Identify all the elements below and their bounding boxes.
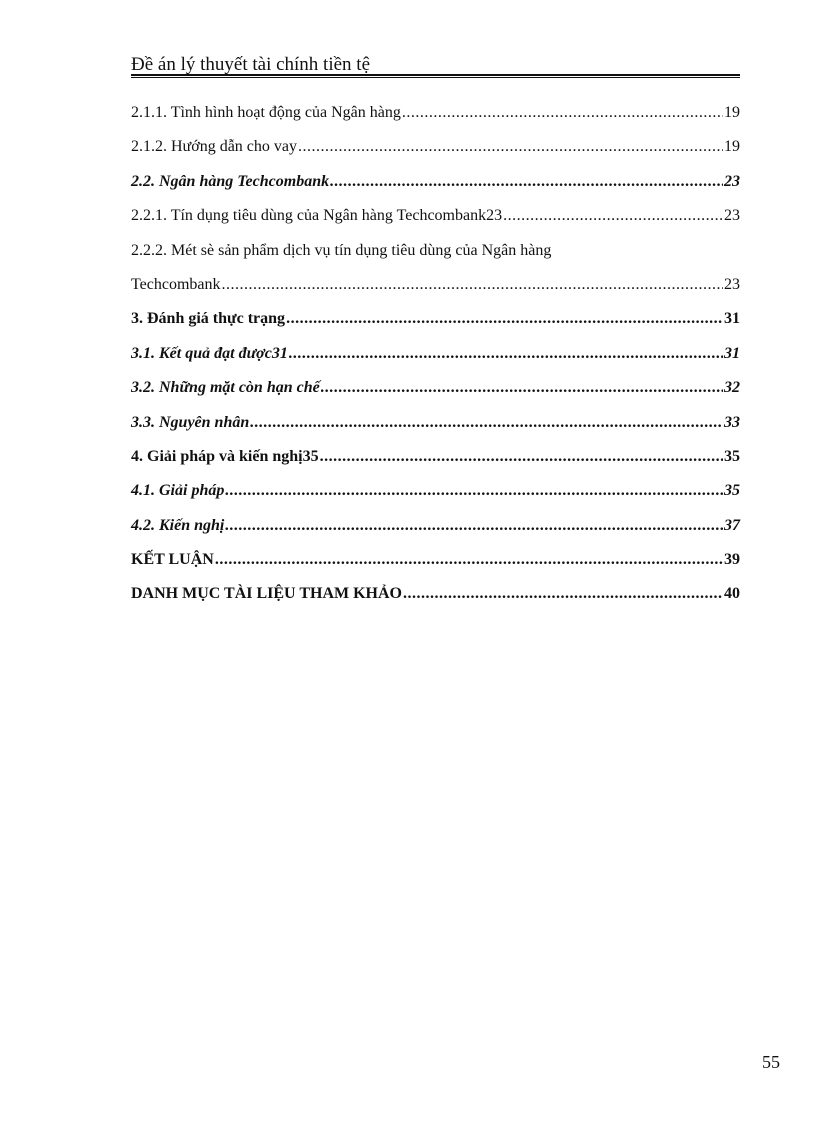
toc-entry-page: 31: [724, 344, 740, 362]
toc-entry-references: [131, 582, 740, 616]
toc-entry-title: 4.1. Giải pháp: [131, 482, 225, 500]
toc-entry-title: 3.3. Nguyên nhân: [131, 413, 250, 431]
toc-entry-title: 4.2. Kiến nghị: [131, 516, 225, 534]
toc-entry-title: 2.2. Ngân hàng Techcombank: [131, 172, 330, 190]
dot-leader: [298, 135, 723, 159]
table-of-contents: [131, 101, 740, 617]
toc-entry-page: 35: [724, 482, 740, 500]
toc-entry-title: Techcombank: [131, 275, 221, 293]
toc-entry-2-1-2: [131, 135, 740, 169]
dot-leader: [286, 307, 723, 331]
toc-entry-2-2-1: [131, 204, 740, 238]
toc-entry-2-2-2-first-line: 2.2.2. Mét sè sản phẩm dịch vụ tín dụng tiêu dùng của Ngân hàng: [131, 241, 552, 259]
toc-entry-title: 3.1. Kết quả đạt được31: [131, 344, 288, 362]
toc-entry-page: 19: [724, 138, 740, 156]
toc-entry-title: DANH MỤC TÀI LIỆU THAM KHẢO: [131, 585, 402, 603]
toc-entry-4-2: [131, 514, 740, 548]
toc-entry-4: [131, 445, 740, 479]
toc-entry-ket-luan: [131, 548, 740, 582]
dot-leader: [250, 411, 723, 435]
dot-leader: [289, 342, 723, 366]
toc-entry-title: 2.1.2. Hướng dẫn cho vay: [131, 138, 297, 156]
toc-entry-title: 4. Giải pháp và kiến nghị35: [131, 447, 319, 465]
dot-leader: [330, 170, 723, 194]
toc-entry-page: 35: [724, 447, 740, 465]
toc-entry-title: 2.2.1. Tín dụng tiêu dùng của Ngân hàng Techcombank23: [131, 207, 503, 225]
toc-entry-4-1: [131, 479, 740, 513]
toc-entry-page: 40: [724, 585, 740, 603]
toc-entry-title: KẾT LUẬN: [131, 551, 214, 569]
document-header-title: Đề án lý thuyết tài chính tiền tệ: [131, 54, 371, 75]
toc-entry-page: 23: [724, 207, 740, 225]
dot-leader: [402, 101, 723, 125]
toc-entry-page: 39: [724, 551, 740, 569]
toc-entry-page: 37: [724, 516, 740, 534]
dot-leader: [503, 204, 723, 228]
toc-entry-2-1-1: [131, 101, 740, 135]
toc-entry-title: 3. Đánh giá thực trạng: [131, 310, 286, 328]
toc-entry-2-2: [131, 170, 740, 204]
dot-leader: [321, 376, 723, 400]
page-number: 55: [762, 1052, 780, 1072]
toc-entry-3-2: [131, 376, 740, 410]
dot-leader: [222, 273, 723, 297]
toc-entry-title: 2.1.1. Tình hình hoạt động của Ngân hàng: [131, 104, 401, 121]
toc-entry-2-2-2: [131, 273, 740, 307]
dot-leader: [403, 582, 723, 606]
toc-entry-3-3: [131, 411, 740, 445]
dot-leader: [225, 479, 723, 503]
toc-entry-page: 23: [724, 275, 740, 293]
toc-entry-page: 32: [724, 379, 740, 397]
dot-leader: [215, 548, 723, 572]
dot-leader: [320, 445, 723, 469]
header-divider: [131, 74, 740, 78]
toc-entry-page: 23: [724, 172, 740, 190]
toc-entry-title: 3.2. Những mặt còn hạn chế: [131, 379, 320, 397]
toc-entry-page: 19: [724, 104, 740, 121]
toc-entry-page: 31: [724, 310, 740, 328]
toc-entry-page: 33: [724, 413, 740, 431]
dot-leader: [225, 514, 723, 538]
toc-entry-3-1: [131, 342, 740, 376]
toc-entry-3: [131, 307, 740, 341]
